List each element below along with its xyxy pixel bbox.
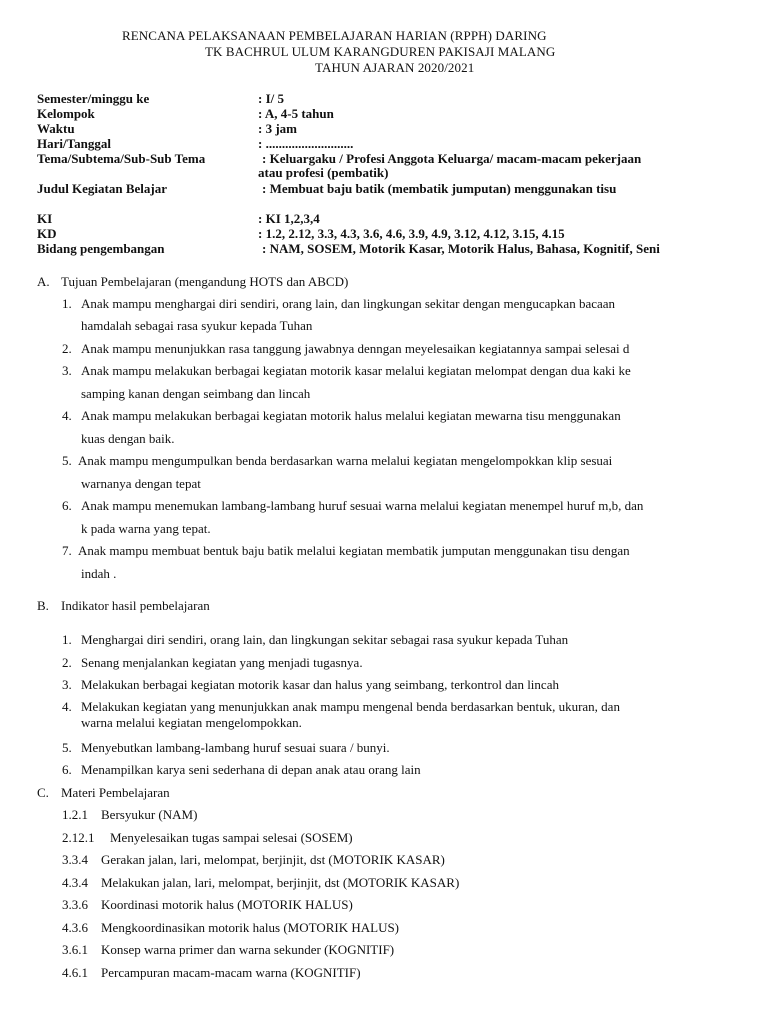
section-b-item-5-number: 5.: [62, 740, 72, 755]
header-label-judul-kegiatan: Judul Kegiatan Belajar: [37, 181, 168, 196]
section-a-item-5-text: Anak mampu mengumpulkan benda berdasarkan warna melalui kegiatan mengelompokkan klip sesuai: [78, 453, 613, 468]
header-value-tema: : Keluargaku / Profesi Anggota Keluarga/ macam-macam pekerjaan: [262, 151, 642, 166]
section-c-item-8-text: Percampuran macam-macam warna (KOGNITIF): [101, 965, 361, 980]
section-a-item-3-text-continued: samping kanan dengan seimbang dan lincah: [81, 386, 311, 401]
section-c-item-6-number: 4.3.6: [62, 920, 88, 935]
header-value-waktu: : 3 jam: [258, 121, 297, 136]
section-a-item-7-number: 7.: [62, 543, 72, 558]
header-label-kelompok: Kelompok: [37, 106, 95, 121]
section-a-heading: [37, 274, 348, 290]
header-label-kd: KD: [37, 226, 57, 241]
section-b-item-4-text-continued: warna melalui kegiatan mengelompokkan.: [81, 715, 302, 730]
section-b-item-2-number: 2.: [62, 655, 72, 670]
header-label-tema: Tema/Subtema/Sub-Sub Tema: [37, 151, 206, 166]
section-c-item-7-number: 3.6.1: [62, 942, 88, 957]
section-c-item-1-number: 1.2.1: [62, 807, 88, 822]
header-value-semester: : I/ 5: [258, 91, 284, 106]
header-value-judul-kegiatan: : Membuat baju batik (membatik jumputan) menggunakan tisu: [262, 181, 617, 196]
section-a-item-3-number: 3.: [62, 363, 72, 378]
section-a-item-4-number: 4.: [62, 408, 72, 423]
section-c-marker: C.: [37, 785, 49, 800]
header-value-kd: : 1.2, 2.12, 3.3, 4.3, 3.6, 4.6, 3.9, 4.9, 3.12, 4.12, 3.15, 4.15: [258, 226, 565, 241]
section-a-item-6-text-continued: k pada warna yang tepat.: [81, 521, 211, 536]
section-a-item-6-text: Anak mampu menemukan lambang-lambang huruf sesuai warna melalui kegiatan menempel huruf m,b, dan: [81, 498, 644, 513]
section-c-item-4-number: 4.3.4: [62, 875, 88, 890]
header-label-bidang: Bidang pengembangan: [37, 241, 165, 256]
section-a-item-2-text: Anak mampu menunjukkan rasa tanggung jawabnya denngan meyelesaikan kegiatannya sampai selesai d: [81, 341, 630, 356]
section-c-item-3-number: 3.3.4: [62, 852, 88, 867]
section-a-item-1-number: 1.: [62, 296, 72, 311]
section-a-item-4-text: Anak mampu melakukan berbagai kegiatan motorik halus melalui kegiatan mewarna tisu menggunakan: [81, 408, 621, 423]
section-c-item-5-number: 3.3.6: [62, 897, 88, 912]
section-b-item-4-text: Melakukan kegiatan yang menunjukkan anak mampu mengenal benda berdasarkan bentuk, ukuran, dan: [81, 699, 620, 714]
header-label-hari-tanggal: Hari/Tanggal: [37, 136, 111, 151]
section-c-item-5-text: Koordinasi motorik halus (MOTORIK HALUS): [101, 897, 353, 912]
section-c-heading: [37, 785, 170, 801]
section-b-item-3-text: Melakukan berbagai kegiatan motorik kasar dan halus yang seimbang, terkontrol dan lincah: [81, 677, 559, 692]
section-a-item-3-text: Anak mampu melakukan berbagai kegiatan motorik kasar melalui kegiatan melompat dengan dua kaki ke: [81, 363, 631, 378]
section-a-item-7-text: Anak mampu membuat bentuk baju batik melalui kegiatan membatik jumputan menggunakan tisu dengan: [78, 543, 630, 558]
section-b-item-2-text: Senang menjalankan kegiatan yang menjadi tugasnya.: [81, 655, 363, 670]
section-c-item-6-text: Mengkoordinasikan motorik halus (MOTORIK HALUS): [101, 920, 400, 935]
section-c-item-4-text: Melakukan jalan, lari, melompat, berjinjit, dst (MOTORIK KASAR): [101, 875, 460, 890]
section-c-item-2-text: Menyelesaikan tugas sampai selesai (SOSEM): [110, 830, 353, 845]
section-c-item-8-number: 4.6.1: [62, 965, 88, 980]
section-c-item-2-number: 2.12.1: [62, 830, 95, 845]
header-label-ki: KI: [37, 211, 53, 226]
section-a-item-6-number: 6.: [62, 498, 72, 513]
section-a-item-5-number: 5.: [62, 453, 72, 468]
section-b-item-6-number: 6.: [62, 762, 72, 777]
document-title-line-1: RENCANA PELAKSANAAN PEMBELAJARAN HARIAN (RPPH) DARING: [122, 28, 547, 43]
header-label-semester: Semester/minggu ke: [37, 91, 150, 106]
section-c-title: Materi Pembelajaran: [61, 785, 170, 800]
section-c-item-3-text: Gerakan jalan, lari, melompat, berjinjit, dst (MOTORIK KASAR): [101, 852, 445, 867]
header-value-tema-continued: atau profesi (pembatik): [258, 165, 389, 180]
section-a-item-1-text: Anak mampu menghargai diri sendiri, orang lain, dan lingkungan sekitar dengan mengucapkan bacaan: [81, 296, 616, 311]
header-value-ki: : KI 1,2,3,4: [258, 211, 320, 226]
section-b-item-6-text: Menampilkan karya seni sederhana di depan anak atau orang lain: [81, 762, 421, 777]
section-c-item-7-text: Konsep warna primer dan warna sekunder (KOGNITIF): [101, 942, 395, 957]
section-b-item-1-text: Menghargai diri sendiri, orang lain, dan lingkungan sekitar sebagai rasa syukur kepada Tuhan: [81, 632, 569, 647]
section-c-item-1-text: Bersyukur (NAM): [101, 807, 198, 822]
document-title-line-2: TK BACHRUL ULUM KARANGDUREN PAKISAJI MALANG: [205, 44, 556, 59]
section-b-item-1-number: 1.: [62, 632, 72, 647]
section-a-item-2-number: 2.: [62, 341, 72, 356]
section-b-item-5-text: Menyebutkan lambang-lambang huruf sesuai suara / bunyi.: [81, 740, 390, 755]
section-a-item-4-text-continued: kuas dengan baik.: [81, 431, 175, 446]
document-title-line-3: TAHUN AJARAN 2020/2021: [315, 60, 475, 75]
section-a-marker: A.: [37, 274, 50, 289]
section-a-item-7-text-continued: indah .: [81, 566, 117, 581]
section-a-item-1-text-continued: hamdalah sebagai rasa syukur kepada Tuhan: [81, 318, 313, 333]
section-a-title: Tujuan Pembelajaran (mengandung HOTS dan ABCD): [61, 274, 349, 289]
header-label-waktu: Waktu: [37, 121, 75, 136]
section-b-title: Indikator hasil pembelajaran: [61, 598, 210, 613]
section-b-item-4-number: 4.: [62, 699, 72, 714]
header-value-hari-tanggal: : ...........................: [258, 136, 354, 151]
section-b-item-3-number: 3.: [62, 677, 72, 692]
section-a-item-5-text-continued: warnanya dengan tepat: [81, 476, 201, 491]
header-value-bidang: : NAM, SOSEM, Motorik Kasar, Motorik Halus, Bahasa, Kognitif, Seni: [262, 241, 660, 256]
header-value-kelompok: : A, 4-5 tahun: [258, 106, 334, 121]
section-b-heading: [37, 598, 210, 614]
section-b-marker: B.: [37, 598, 49, 613]
